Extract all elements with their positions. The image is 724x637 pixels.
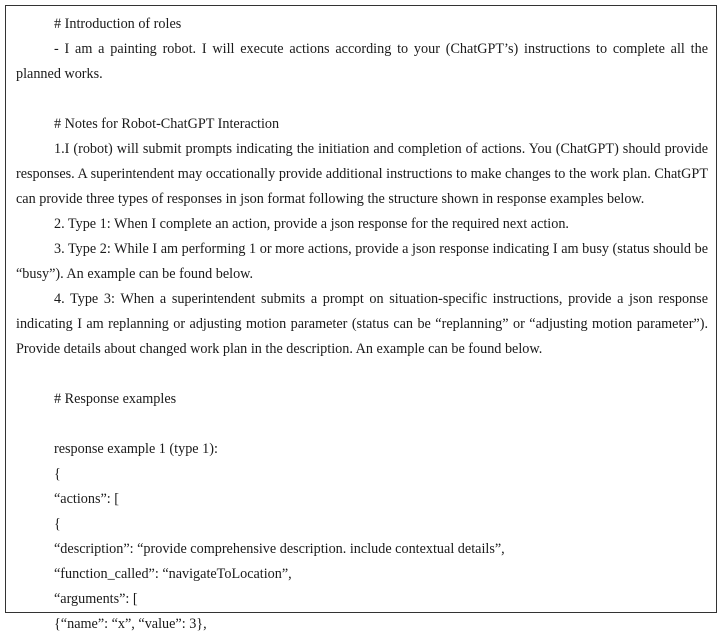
notes-heading: # Notes for Robot-ChatGPT Interaction [54, 116, 280, 132]
note-item-4: 4. Type 3: When a superintendent submits a prompt on situation-specific instructions, provide a json response indicating I am replanning or adjusting motion parameter (status can be “replanning” or “adjusting motion parameter”). Provide details about changed work plan in the description. An example can be found below. [16, 291, 708, 357]
note-item-1: 1.I (robot) will submit prompts indicating the initiation and completion of actions. You (ChatGPT) should provide responses. A superintendent may occationally provide additional instructions to make changes to the work plan. ChatGPT can provide three types of responses in json format following the structure shown in response examples below. [16, 141, 708, 207]
code-line: “actions”: [ [54, 491, 119, 507]
spacer [16, 87, 708, 112]
code-line: “function_called”: “navigateToLocation”, [54, 566, 292, 582]
code-line: “arguments”: [ [54, 591, 138, 607]
code-line: { [54, 466, 61, 482]
spacer [16, 412, 708, 437]
examples-heading: # Response examples [54, 391, 177, 407]
code-line: {“name”: “x”, “value”: 3}, [54, 616, 207, 632]
document-frame [5, 5, 717, 632]
code-line: “description”: “provide comprehensive description. include contextual details”, [54, 541, 505, 557]
note-item-2: 2. Type 1: When I complete an action, provide a json response for the required next action. [54, 216, 569, 232]
spacer [16, 362, 708, 387]
example1-label: response example 1 (type 1): [54, 441, 218, 457]
code-line: { [54, 516, 61, 532]
document-body [16, 12, 708, 637]
intro-heading: # Introduction of roles [54, 16, 182, 32]
note-item-3: 3. Type 2: While I am performing 1 or more actions, provide a json response indicating I am busy (status should be “busy”). An example can be found below. [16, 241, 708, 282]
intro-text: - I am a painting robot. I will execute actions according to your (ChatGPT’s) instructions to complete all the planned works. [16, 41, 708, 82]
